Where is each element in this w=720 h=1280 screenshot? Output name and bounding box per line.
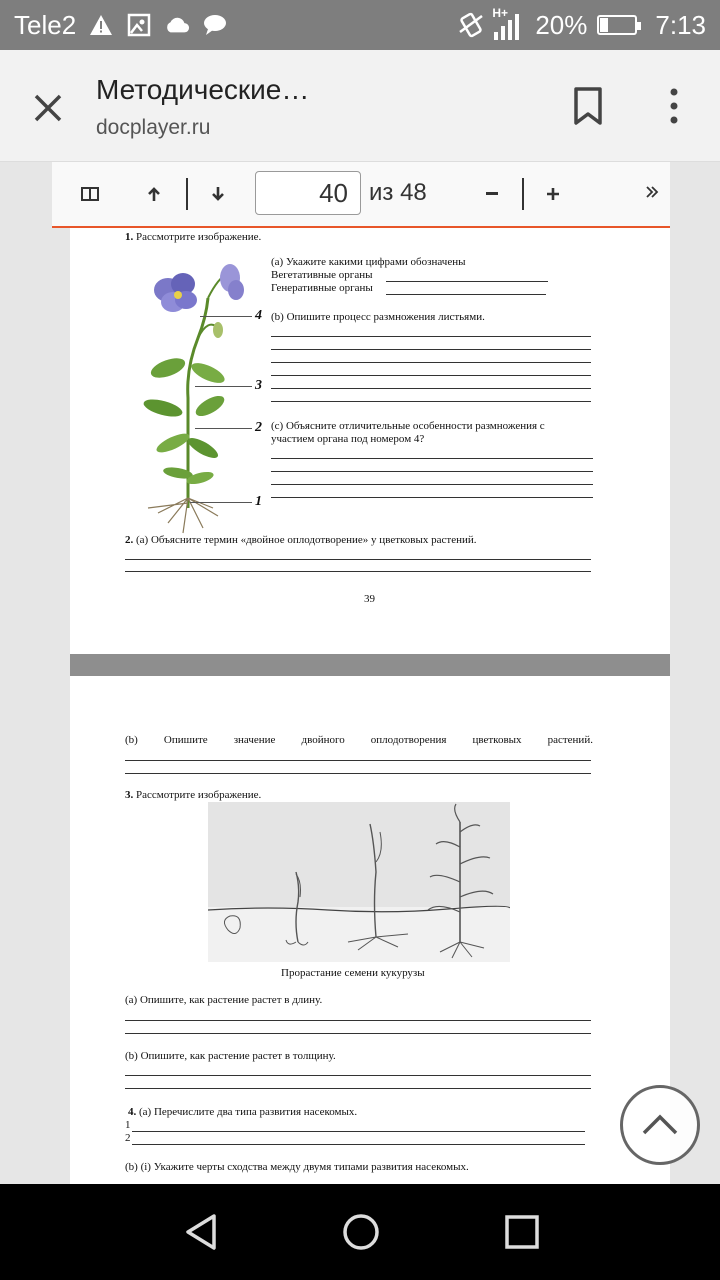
label-4: 4 <box>255 308 262 323</box>
chevron-up-icon <box>640 1113 680 1137</box>
q1a-text: (a) Укажите какими цифрами обозначены <box>271 256 466 268</box>
answer-line-1-label: 1 <box>125 1119 131 1131</box>
double-chevron-right-icon <box>645 185 659 199</box>
more-options-button[interactable] <box>660 86 688 126</box>
home-circle-icon <box>341 1212 381 1252</box>
label-3: 3 <box>255 378 262 393</box>
scroll-to-top-button[interactable] <box>620 1085 700 1165</box>
carrier-label: Tele2 <box>14 9 77 40</box>
q1b-text: (b) Опишите процесс размножения листьями. <box>271 311 485 323</box>
cloud-icon <box>164 12 190 38</box>
page-separator <box>70 654 670 676</box>
bookmark-button[interactable] <box>570 86 606 126</box>
answer-line-2-label: 2 <box>125 1132 131 1144</box>
q2-number: 2. <box>125 534 134 546</box>
home-button[interactable] <box>341 1212 381 1252</box>
back-triangle-icon <box>182 1212 222 1252</box>
close-button[interactable] <box>24 84 72 132</box>
back-button[interactable] <box>182 1212 222 1252</box>
warning-icon <box>88 12 114 38</box>
q1-text: Рассмотрите изображение. <box>136 231 262 243</box>
next-page-button[interactable] <box>206 178 230 210</box>
previous-page-button[interactable] <box>142 178 166 210</box>
document-page-39 <box>70 228 670 654</box>
vibrate-icon <box>458 12 484 38</box>
page-title: Методические… <box>96 74 310 105</box>
recents-button[interactable] <box>502 1212 542 1252</box>
q4bi-text: (b) (i) Укажите черты сходства между двумя типами развития насекомых. <box>125 1161 469 1173</box>
q2-text: (a) Объясните термин «двойное оплодотворение» у цветковых растений. <box>136 534 477 546</box>
q3a-text: (a) Опишите, как растение растет в длину. <box>125 994 323 1006</box>
q1-number: 1. <box>125 231 134 243</box>
q2b-text: (b) Опишите значение двойного оплодотворения цветковых растений. <box>125 734 593 746</box>
image-caption: Прорастание семени кукурузы <box>281 967 425 979</box>
q3b-text: (b) Опишите, как растение растет в толщину. <box>125 1050 336 1062</box>
arrow-up-icon <box>146 186 162 202</box>
page-number: 39 <box>364 593 375 605</box>
signal-icon <box>492 6 519 40</box>
sidebar-icon <box>81 187 99 201</box>
page-number-input[interactable]: 40 <box>255 171 361 215</box>
message-icon <box>202 12 228 38</box>
question-4 <box>128 1106 357 1118</box>
zoom-in-button[interactable] <box>541 178 565 210</box>
document-viewer[interactable] <box>0 162 720 1184</box>
q4-text: (a) Перечислите два типа развития насекомых. <box>139 1106 358 1118</box>
app-bar <box>0 50 720 162</box>
bookmark-icon <box>570 86 606 126</box>
viewer-toolbar <box>52 162 670 228</box>
q3-text: Рассмотрите изображение. <box>136 789 262 801</box>
q1c-text-line2: участием органа под номером 4? <box>271 433 425 445</box>
navigation-bar <box>0 1184 720 1280</box>
arrow-down-icon <box>210 186 226 202</box>
generative-organs-label: Генеративные органы <box>271 282 373 294</box>
sidebar-toggle-button[interactable] <box>78 178 102 210</box>
q4-number: 4. <box>128 1106 137 1118</box>
question-3 <box>125 789 261 801</box>
corn-germination-illustration <box>208 802 510 962</box>
more-tools-button[interactable] <box>640 176 664 208</box>
zoom-out-button[interactable] <box>480 178 504 210</box>
battery-percent: 20% <box>535 9 588 40</box>
network-type: H+ <box>492 6 509 20</box>
battery-icon <box>597 15 637 35</box>
label-1: 1 <box>255 494 262 509</box>
page-url: docplayer.ru <box>96 116 211 139</box>
document-page-40 <box>70 676 670 1184</box>
vegetative-organs-label: Вегетативные органы <box>271 269 373 281</box>
close-icon <box>24 84 72 132</box>
more-vert-icon <box>660 86 688 126</box>
label-2: 2 <box>255 420 262 435</box>
image-icon <box>126 12 152 38</box>
toolbar-divider <box>186 178 188 210</box>
q1c-text-line1: (c) Объясните отличительные особенности размножения с <box>271 420 545 432</box>
clock: 7:13 <box>655 9 706 40</box>
minus-icon <box>486 192 498 196</box>
toolbar-divider <box>522 178 524 210</box>
recents-square-icon <box>502 1212 542 1252</box>
question-2 <box>125 534 477 546</box>
page-total: из 48 <box>369 179 427 206</box>
plus-icon <box>546 187 560 201</box>
question-1 <box>125 231 261 243</box>
status-bar <box>0 0 720 50</box>
q3-number: 3. <box>125 789 134 801</box>
